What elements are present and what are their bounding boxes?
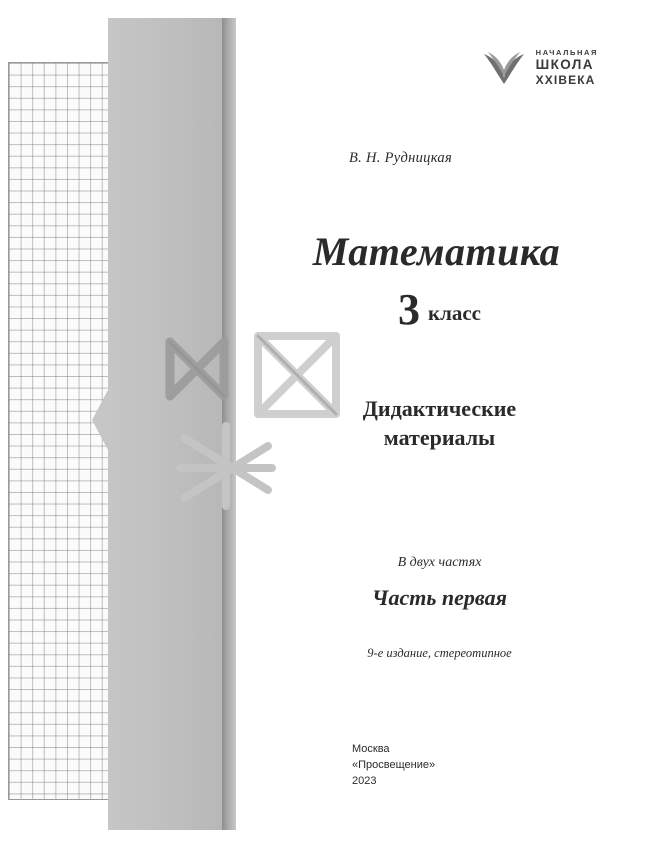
logo-line-3-suffix: ВЕКА bbox=[558, 73, 596, 88]
publisher-series-logo bbox=[482, 48, 598, 88]
imprint-publisher: «Просвещение» bbox=[352, 758, 436, 771]
grade-label bbox=[239, 284, 640, 335]
logo-line-2: ШКОЛА bbox=[535, 57, 594, 73]
logo-text-block bbox=[536, 49, 598, 88]
logo-line-3-prefix: XXI bbox=[535, 73, 559, 88]
grade-word: класс bbox=[427, 301, 482, 325]
cover-content bbox=[239, 0, 650, 848]
parts-note: В двух частях bbox=[397, 555, 482, 570]
book-subtitle-line-2: материалы bbox=[383, 424, 496, 450]
imprint-city: Москва bbox=[352, 743, 390, 755]
book-subtitle bbox=[239, 395, 640, 452]
bird-logo-icon bbox=[482, 48, 526, 88]
imprint-block bbox=[352, 742, 435, 790]
imprint-year: 2023 bbox=[352, 774, 377, 787]
logo-line-3 bbox=[536, 73, 598, 87]
logo-line-1: НАЧАЛЬНАЯ bbox=[535, 47, 598, 57]
edition-note: 9-е издание, стереотипное bbox=[367, 646, 512, 660]
book-title: Математика bbox=[312, 229, 561, 274]
author-name: В. Н. Рудницкая bbox=[349, 150, 453, 166]
book-subtitle-line-1: Дидактические bbox=[362, 396, 517, 421]
part-name: Часть первая bbox=[372, 585, 507, 610]
grade-number: 3 bbox=[397, 285, 420, 334]
